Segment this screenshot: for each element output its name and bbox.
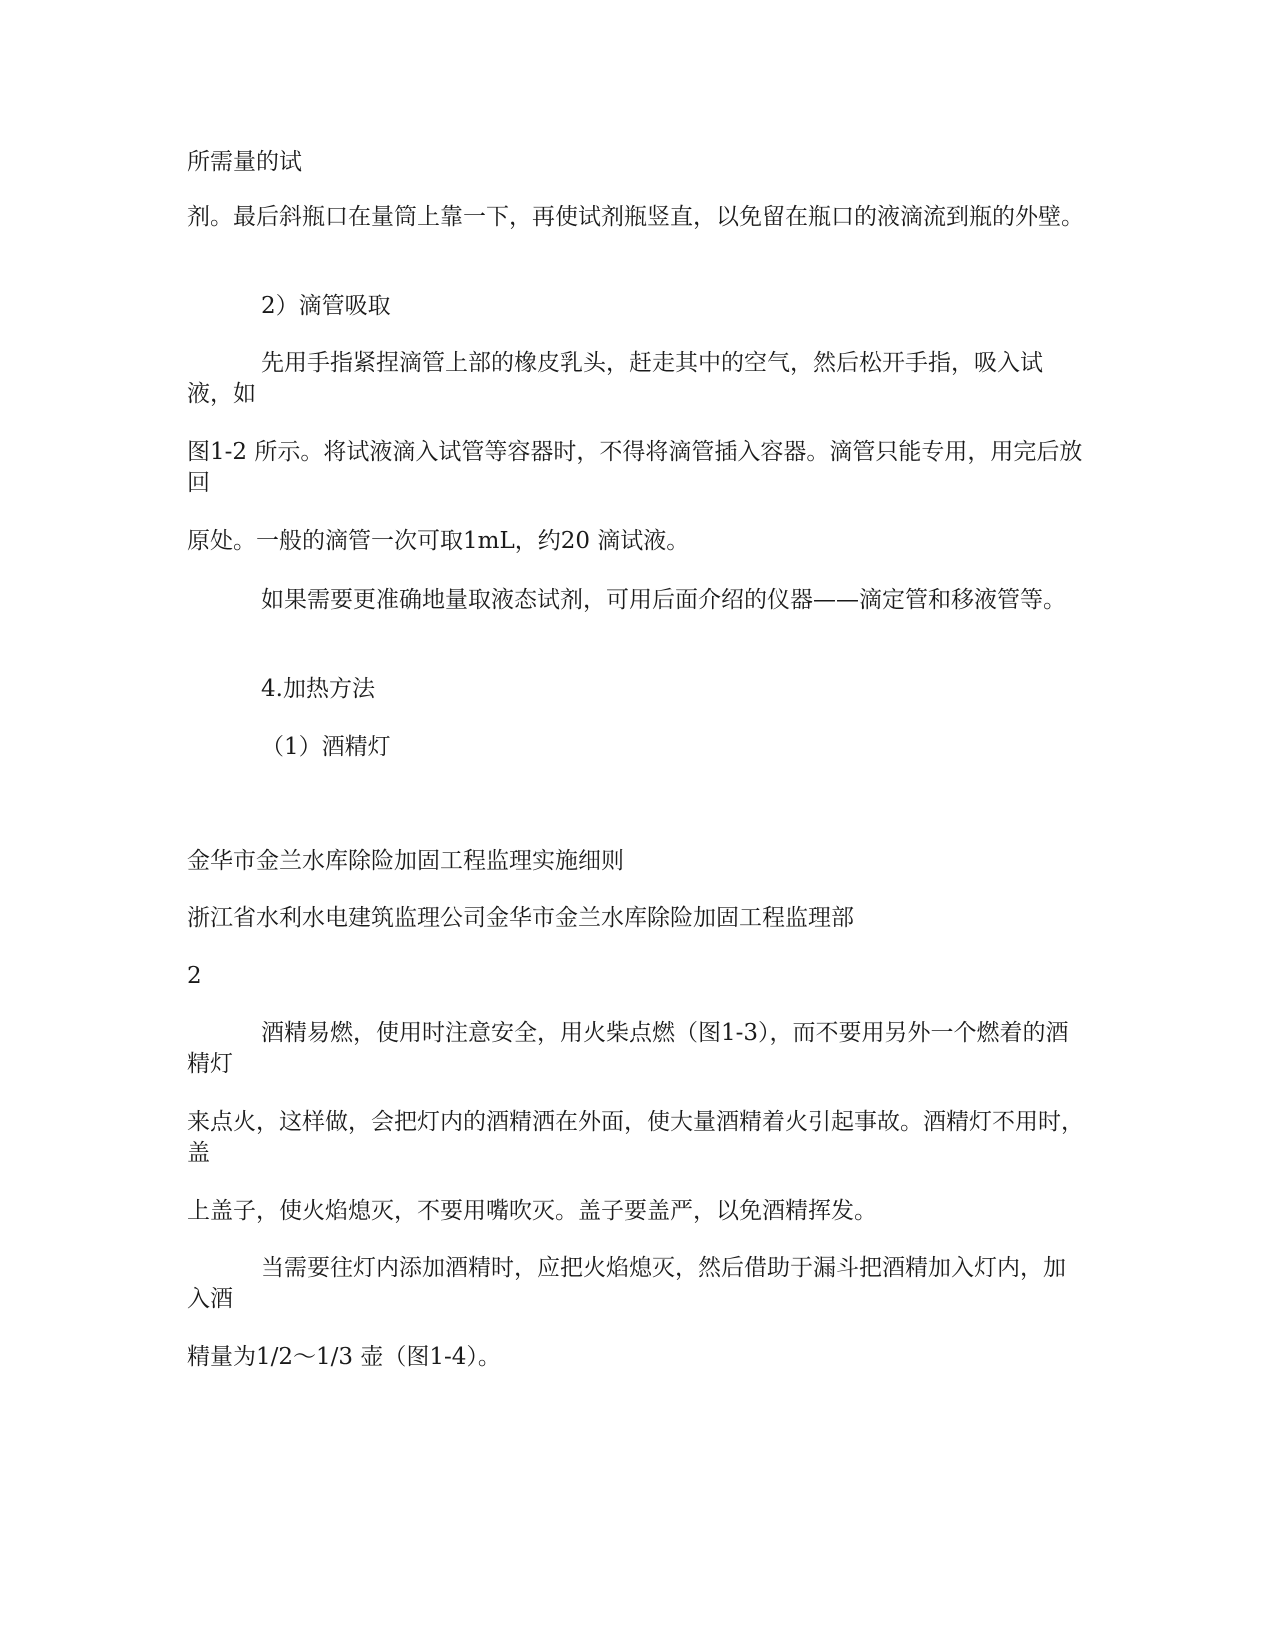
subsection-heading: 2）滴管吸取 [261, 293, 391, 319]
body-paragraph: 图1-2 所示。将试液滴入试管等容器时，不得将滴管插入容器。滴管只能专用，用完后放回 [187, 439, 1083, 496]
body-paragraph: 上盖子，使火焰熄灭，不要用嘴吹灭。盖子要盖严，以免酒精挥发。 [187, 1198, 877, 1224]
body-paragraph: 来点火，这样做，会把灯内的酒精洒在外面，使大量酒精着火引起事故。酒精灯不用时，盖 [187, 1109, 1084, 1166]
body-paragraph: 所需量的试 [187, 149, 302, 175]
document-title: 金华市金兰水库除险加固工程监理实施细则 [187, 848, 624, 874]
body-paragraph: 先用手指紧捏滴管上部的橡皮乳头，赶走其中的空气，然后松开手指，吸入试液，如 [187, 350, 1043, 407]
organization-name: 浙江省水利水电建筑监理公司金华市金兰水库除险加固工程监理部 [187, 905, 854, 931]
body-paragraph: 精量为1/2～1/3 壶（图1-4）。 [187, 1344, 501, 1370]
page-number: 2 [187, 963, 202, 989]
section-heading: 4.加热方法 [261, 676, 375, 702]
body-paragraph: 原处。一般的滴管一次可取1mL，约20 滴试液。 [187, 528, 690, 554]
subsection-heading: （1）酒精灯 [261, 734, 391, 760]
body-paragraph: 剂。最后斜瓶口在量筒上靠一下，再使试剂瓶竖直，以免留在瓶口的液滴流到瓶的外壁。 [187, 204, 1084, 230]
body-paragraph: 当需要往灯内添加酒精时，应把火焰熄灭，然后借助于漏斗把酒精加入灯内，加入酒 [187, 1255, 1066, 1312]
body-paragraph: 如果需要更准确地量取液态试剂，可用后面介绍的仪器——滴定管和移液管等。 [261, 587, 1066, 613]
body-paragraph: 酒精易燃，使用时注意安全，用火柴点燃（图1-3），而不要用另外一个燃着的酒精灯 [187, 1020, 1069, 1077]
